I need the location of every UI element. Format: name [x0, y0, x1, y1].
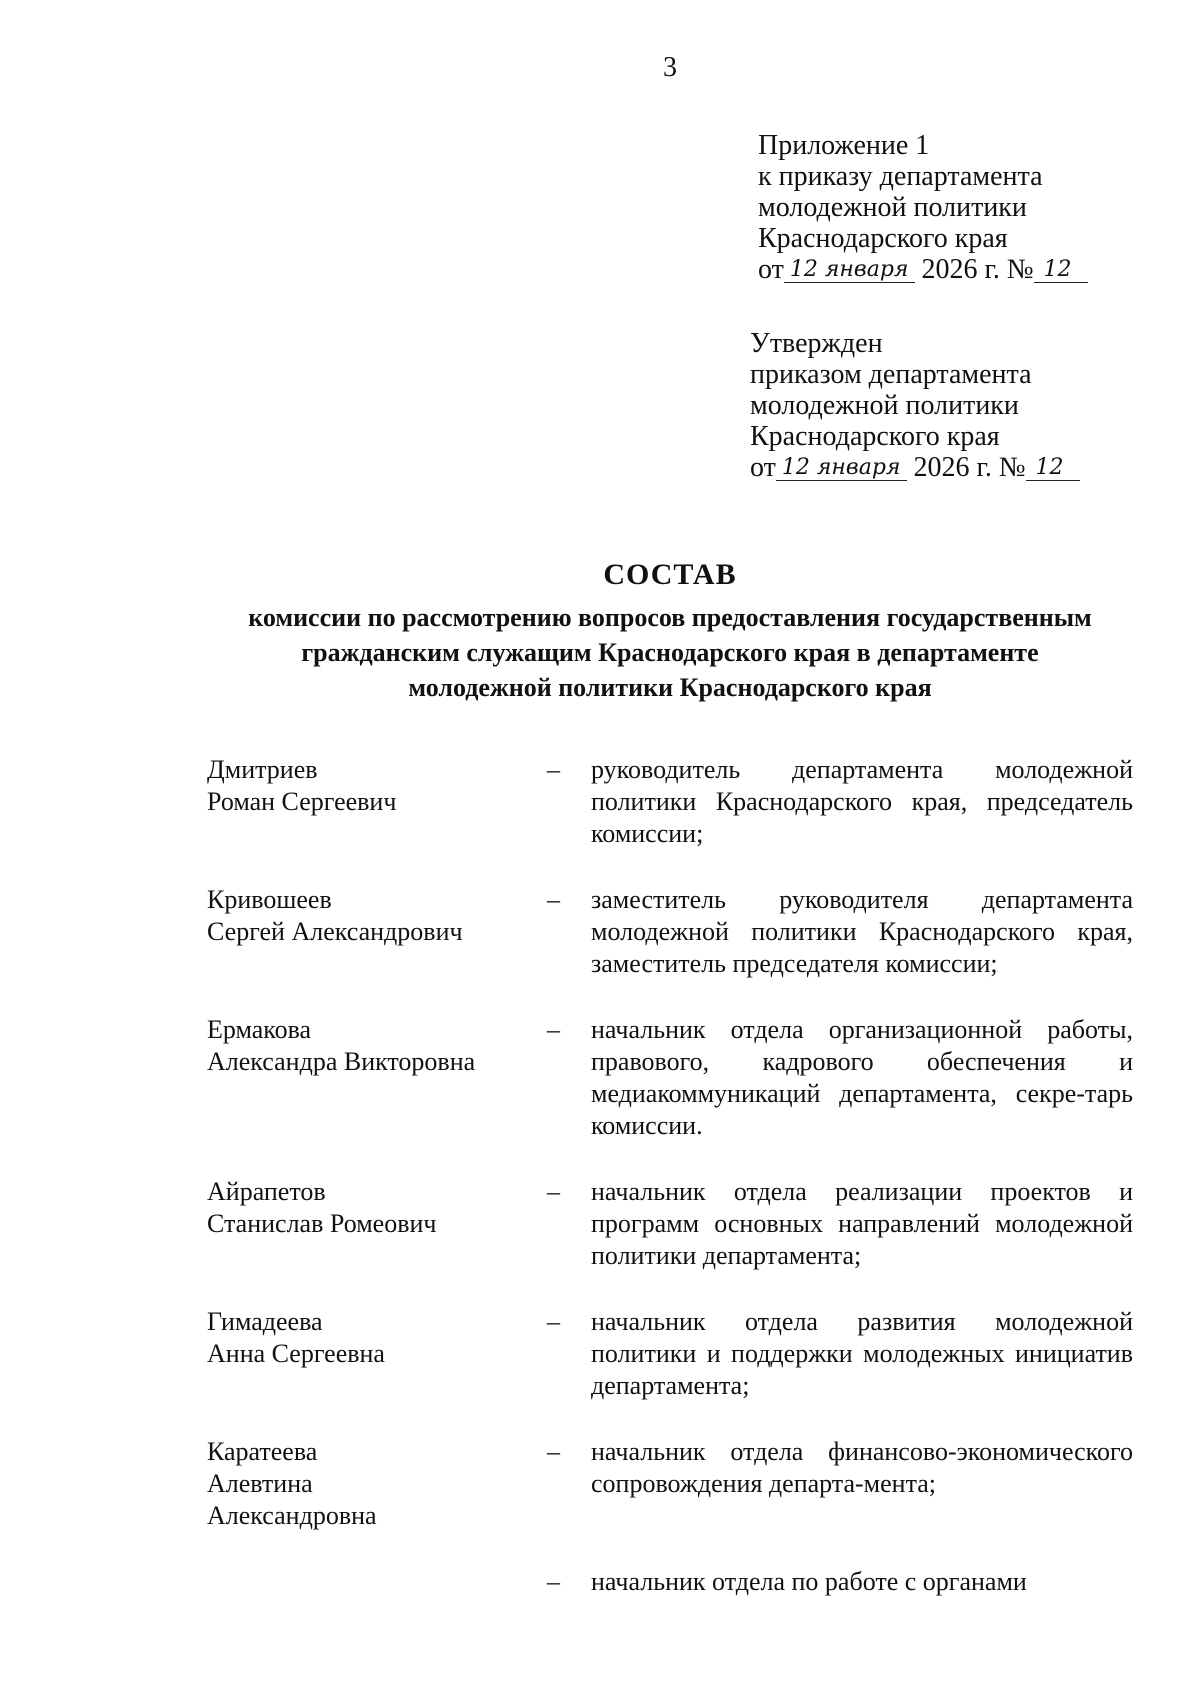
commission-member — [207, 1306, 1133, 1402]
page-number: 3 — [663, 52, 677, 83]
document-title-block — [120, 558, 1200, 705]
subtitle-line: комиссии по рассмотрению вопросов предоставления государственным — [248, 603, 1092, 632]
commission-members-list — [207, 754, 1133, 1632]
approved-line: Краснодарского края — [750, 421, 1000, 452]
document-title: СОСТАВ — [603, 558, 737, 591]
approved-date-line — [750, 452, 1080, 485]
appendix-handwritten-number: 12 — [1034, 257, 1088, 283]
subtitle-line: гражданским служащим Краснодарского края в департаменте — [301, 638, 1039, 667]
commission-member — [207, 1566, 1133, 1598]
appendix-year-text: 2026 г. № — [921, 254, 1034, 285]
approved-handwritten-date: 12 января — [776, 455, 907, 481]
member-dash: – — [547, 885, 560, 914]
appendix-date-prefix: от — [758, 254, 784, 285]
member-name — [207, 1566, 547, 1598]
appendix-date-line — [758, 254, 1088, 287]
subtitle-line: молодежной политики Краснодарского края — [408, 673, 932, 702]
approved-header — [750, 328, 1080, 485]
member-role: начальник отдела организационной работы, правового, кадрового обеспечения и медиакоммуникаций департамента, секре-тарь комиссии. — [591, 1015, 1133, 1140]
commission-member — [207, 1014, 1133, 1142]
member-name: Кривошеев Сергей Александрович — [207, 885, 463, 946]
approved-handwritten-number: 12 — [1026, 455, 1080, 481]
member-dash: – — [547, 1177, 560, 1206]
member-dash: – — [547, 755, 560, 784]
appendix-line: к приказу департамента — [758, 161, 1043, 192]
commission-member — [207, 1436, 1133, 1532]
appendix-line: Приложение 1 — [758, 130, 930, 161]
appendix-line: молодежной политики — [758, 192, 1027, 223]
member-dash: – — [547, 1567, 560, 1596]
member-role: начальник отдела развития молодежной политики и поддержки молодежных инициатив департамента; — [591, 1307, 1133, 1400]
appendix-header — [758, 130, 1088, 287]
member-name: Ермакова Александра Викторовна — [207, 1015, 476, 1076]
commission-member — [207, 884, 1133, 980]
member-role: начальник отдела финансово-экономического сопровождения департа-мента; — [591, 1437, 1133, 1498]
member-role: заместитель руководителя департамента молодежной политики Краснодарского края, заместитель председателя комиссии; — [591, 885, 1133, 978]
member-name: Дмитриев Роман Сергеевич — [207, 755, 397, 816]
member-dash: – — [547, 1015, 560, 1044]
commission-member — [207, 1176, 1133, 1272]
member-role: начальник отдела реализации проектов и программ основных направлений молодежной политики департамента; — [591, 1177, 1133, 1270]
appendix-line: Краснодарского края — [758, 223, 1008, 254]
member-dash: – — [547, 1437, 560, 1466]
approved-line: приказом департамента — [750, 359, 1032, 390]
member-dash: – — [547, 1307, 560, 1336]
member-name: Гимадеева Анна Сергеевна — [207, 1307, 385, 1368]
approved-date-prefix: от — [750, 452, 776, 483]
approved-line: Утвержден — [750, 328, 883, 359]
member-role: руководитель департамента молодежной политики Краснодарского края, председатель комиссии; — [591, 755, 1133, 848]
member-name: Каратеева Алевтина Александровна — [207, 1437, 377, 1530]
approved-line: молодежной политики — [750, 390, 1019, 421]
appendix-handwritten-date: 12 января — [784, 257, 915, 283]
member-role: начальник отдела по работе с органами — [591, 1567, 1027, 1596]
commission-member — [207, 754, 1133, 850]
approved-year-text: 2026 г. № — [913, 452, 1026, 483]
document-subtitle — [120, 600, 1200, 705]
member-name: Айрапетов Станислав Ромеович — [207, 1177, 437, 1238]
